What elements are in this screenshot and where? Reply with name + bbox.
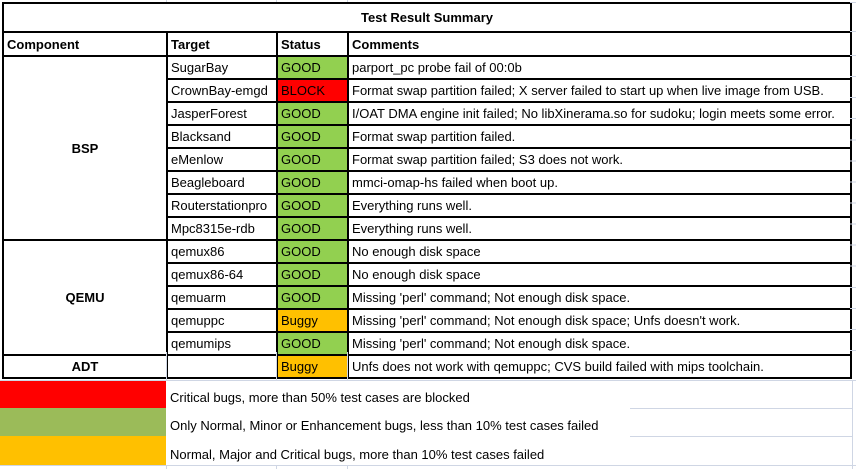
legend-row-good — [0, 408, 599, 436]
gridline — [347, 352, 348, 380]
gridline — [630, 436, 852, 437]
status-cell[interactable]: GOOD — [277, 263, 348, 286]
column-header-status[interactable]: Status — [277, 32, 348, 56]
component-cell-qemu[interactable]: QEMU — [3, 240, 167, 355]
legend-row-blocked — [0, 381, 470, 408]
target-cell[interactable]: qemuarm — [167, 286, 277, 309]
comment-cell[interactable]: Missing 'perl' command; Not enough disk space; Unfs doesn't work. — [348, 309, 851, 332]
status-cell[interactable]: Buggy — [277, 309, 348, 332]
status-cell[interactable]: BLOCK — [277, 79, 348, 102]
comment-cell[interactable]: Missing 'perl' command; Not enough disk space. — [348, 332, 851, 355]
gridline — [850, 2, 856, 3]
target-cell[interactable]: SugarBay — [167, 56, 277, 79]
target-cell[interactable]: Routerstationpro — [167, 194, 277, 217]
column-header-comments[interactable]: Comments — [348, 32, 851, 56]
target-cell[interactable]: Beagleboard — [167, 171, 277, 194]
table-row — [3, 355, 851, 378]
gridline — [0, 465, 856, 466]
target-cell[interactable]: JasperForest — [167, 102, 277, 125]
comment-cell[interactable]: I/OAT DMA engine init failed; No libXinerama.so for sudoku; login meets some error. — [348, 102, 851, 125]
status-cell[interactable]: GOOD — [277, 56, 348, 79]
status-cell[interactable]: Buggy — [277, 355, 348, 378]
status-cell[interactable]: GOOD — [277, 240, 348, 263]
status-cell[interactable]: GOOD — [277, 125, 348, 148]
status-cell[interactable]: GOOD — [277, 217, 348, 240]
gridline — [630, 408, 852, 409]
legend-swatch-buggy[interactable] — [0, 436, 166, 465]
target-cell[interactable]: Mpc8315e-rdb — [167, 217, 277, 240]
comment-cell[interactable]: Format swap partition failed; S3 does not work. — [348, 148, 851, 171]
table-row — [3, 56, 851, 79]
comment-cell[interactable]: Missing 'perl' command; Not enough disk space. — [348, 286, 851, 309]
gridline — [852, 380, 853, 469]
gridline — [166, 352, 167, 380]
comment-cell[interactable]: Format swap partition failed. — [348, 125, 851, 148]
component-cell-bsp[interactable]: BSP — [3, 56, 167, 240]
test-result-table — [2, 2, 852, 379]
comment-cell[interactable]: Format swap partition failed; X server failed to start up when live image from USB. — [348, 79, 851, 102]
target-cell[interactable]: qemux86 — [167, 240, 277, 263]
table-row — [3, 240, 851, 263]
status-cell[interactable]: GOOD — [277, 102, 348, 125]
target-cell[interactable] — [167, 355, 277, 378]
legend-swatch-blocked[interactable] — [0, 381, 166, 408]
comment-cell[interactable]: mmci-omap-hs failed when boot up. — [348, 171, 851, 194]
legend-label-buggy[interactable]: Normal, Major and Critical bugs, more than 10% test cases failed — [170, 447, 545, 462]
target-cell[interactable]: CrownBay-emgd — [167, 79, 277, 102]
comment-cell[interactable]: No enough disk space — [348, 263, 851, 286]
target-cell[interactable]: eMenlow — [167, 148, 277, 171]
gridline — [850, 55, 856, 352]
column-header-target[interactable]: Target — [167, 32, 277, 56]
component-cell-adt[interactable]: ADT — [3, 355, 167, 378]
legend-row-buggy — [0, 436, 544, 465]
status-cell[interactable]: GOOD — [277, 286, 348, 309]
status-cell[interactable]: GOOD — [277, 194, 348, 217]
legend-swatch-good[interactable] — [0, 408, 166, 436]
gridline — [850, 31, 856, 32]
comment-cell[interactable]: parport_pc probe fail of 00:0b — [348, 56, 851, 79]
comment-cell[interactable]: Everything runs well. — [348, 194, 851, 217]
column-header-component[interactable]: Component — [3, 32, 167, 56]
target-cell[interactable]: qemuppc — [167, 309, 277, 332]
legend-label-good[interactable]: Only Normal, Minor or Enhancement bugs, less than 10% test cases failed — [170, 418, 599, 433]
comment-cell[interactable]: Unfs does not work with qemuppc; CVS build failed with mips toolchain. — [348, 355, 851, 378]
target-cell[interactable]: qemumips — [167, 332, 277, 355]
comment-cell[interactable]: Everything runs well. — [348, 217, 851, 240]
status-cell[interactable]: GOOD — [277, 148, 348, 171]
table-title-cell[interactable]: Test Result Summary — [3, 3, 851, 32]
status-cell[interactable]: GOOD — [277, 171, 348, 194]
status-cell[interactable]: GOOD — [277, 332, 348, 355]
comment-cell[interactable]: No enough disk space — [348, 240, 851, 263]
target-cell[interactable]: Blacksand — [167, 125, 277, 148]
gridline — [276, 352, 277, 380]
legend-label-blocked[interactable]: Critical bugs, more than 50% test cases are blocked — [170, 390, 470, 405]
target-cell[interactable]: qemux86-64 — [167, 263, 277, 286]
